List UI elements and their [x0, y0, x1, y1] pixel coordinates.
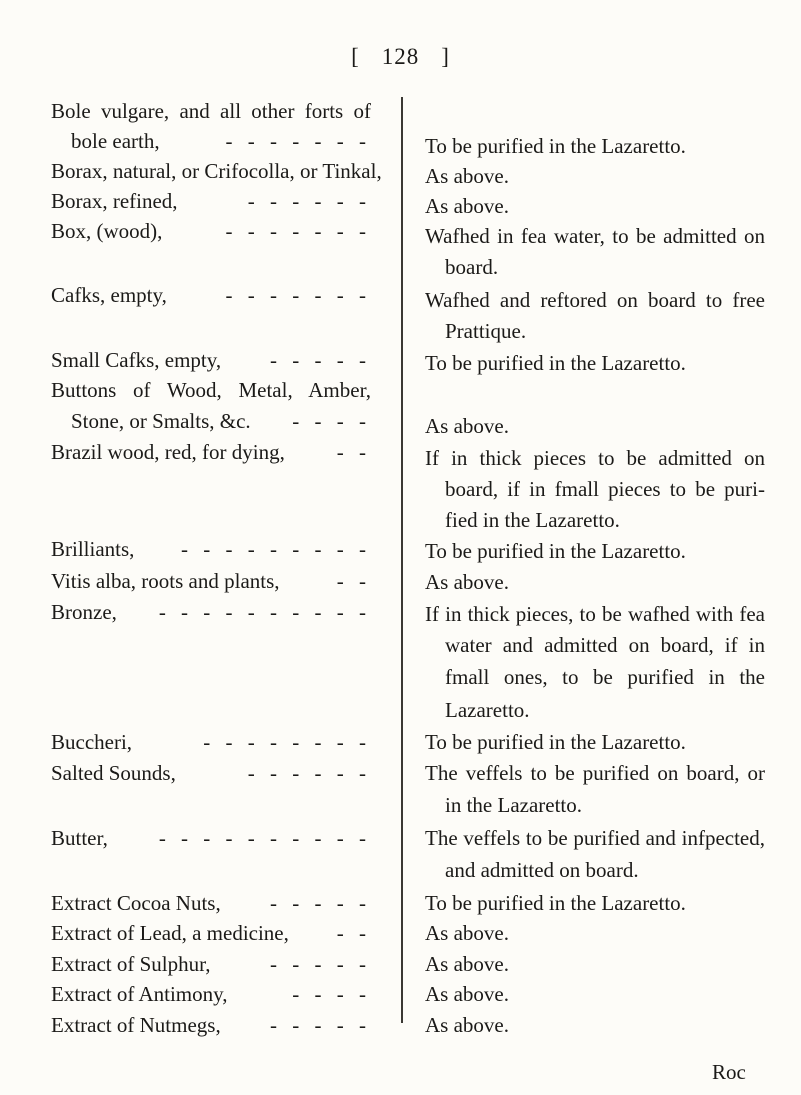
- dot-leader: - - - - -: [270, 1013, 371, 1037]
- item-line: [51, 979, 371, 1009]
- item-name: Cafks, empty,: [51, 283, 167, 307]
- close-bracket: ]: [441, 44, 450, 69]
- treatment-line: board.: [445, 255, 499, 279]
- treatment-line: To be purified in the Lazaretto.: [425, 730, 686, 754]
- item-name: Vitis alba, roots and plants,: [51, 569, 280, 593]
- item-line: [51, 437, 371, 467]
- item-line: Borax, natural, or Crifocolla, or Tinkal,: [51, 159, 382, 183]
- treatment-line: To be purified in the Lazaretto.: [425, 134, 686, 158]
- dot-leader: - - - - -: [270, 952, 371, 976]
- item-line: [51, 345, 371, 375]
- item-line: [51, 727, 371, 757]
- catchword: Roc: [712, 1060, 746, 1084]
- treatment-line: The veffels to be purified on board, or: [425, 761, 765, 785]
- treatment-line: If in thick pieces, to be wafhed with fea: [425, 602, 765, 626]
- treatment-line: As above.: [425, 414, 509, 438]
- treatment-line: fied in the Lazaretto.: [445, 508, 620, 532]
- item-line: Bole vulgare, and all other forts of: [51, 99, 371, 123]
- treatment-line: Prattique.: [445, 319, 527, 343]
- dot-leader: - -: [336, 440, 371, 464]
- item-name: Extract Cocoa Nuts,: [51, 891, 221, 915]
- treatment-line: As above.: [425, 982, 509, 1006]
- item-line: [51, 216, 371, 246]
- item-line: [51, 406, 371, 436]
- dot-leader: - - - -: [292, 409, 371, 433]
- item-line: [51, 1010, 371, 1040]
- page-number: 128: [381, 44, 420, 69]
- treatment-line: To be purified in the Lazaretto.: [425, 351, 686, 375]
- treatment-line: As above.: [425, 1013, 509, 1037]
- item-line: [51, 823, 371, 853]
- treatment-line: To be purified in the Lazaretto.: [425, 539, 686, 563]
- dot-leader: - - - - - - -: [225, 283, 371, 307]
- dot-leader: - - - - - - - -: [203, 730, 371, 754]
- dot-leader: - - - - - - - - - -: [158, 600, 371, 624]
- dot-leader: - - - - - - - - - -: [158, 826, 371, 850]
- dot-leader: - -: [336, 569, 371, 593]
- treatment-line: Wafhed and reftored on board to free: [425, 288, 765, 312]
- treatment-line: fmall ones, to be purified in the: [445, 665, 765, 689]
- treatment-line: Wafhed in fea water, to be admitted on: [425, 224, 765, 248]
- treatment-line: and admitted on board.: [445, 858, 639, 882]
- treatment-line: As above.: [425, 194, 509, 218]
- item-name: Extract of Lead, a medicine,: [51, 921, 289, 945]
- item-name: Borax, refined,: [51, 189, 178, 213]
- treatment-line: As above.: [425, 164, 509, 188]
- column-divider: [401, 97, 403, 1023]
- item-line: [51, 186, 371, 216]
- item-name: Small Cafks, empty,: [51, 348, 222, 372]
- treatment-line: To be purified in the Lazaretto.: [425, 891, 686, 915]
- item-line: [51, 534, 371, 564]
- item-line: [51, 918, 371, 948]
- open-bracket: [: [351, 44, 360, 69]
- item-name: Salted Sounds,: [51, 761, 176, 785]
- dot-leader: - - - - -: [270, 348, 371, 372]
- item-name: Extract of Nutmegs,: [51, 1013, 221, 1037]
- treatment-line: The veffels to be purified and infpected,: [425, 826, 765, 850]
- treatment-line: in the Lazaretto.: [445, 793, 583, 817]
- item-name: Butter,: [51, 826, 108, 850]
- item-name: Box, (wood),: [51, 219, 163, 243]
- item-line: [51, 888, 371, 918]
- item-name: Buccheri,: [51, 730, 133, 754]
- treatment-line: As above.: [425, 570, 509, 594]
- treatment-line: board, if in fmall pieces to be puri-: [445, 477, 765, 501]
- dot-leader: - - - - - - -: [225, 129, 371, 153]
- treatment-line: Lazaretto.: [445, 698, 530, 722]
- treatment-line: As above.: [425, 921, 509, 945]
- item-line: [51, 758, 371, 788]
- item-name: Brilliants,: [51, 537, 135, 561]
- dot-leader: - - - - - -: [247, 189, 371, 213]
- item-line: [51, 949, 371, 979]
- item-name: Extract of Antimony,: [51, 982, 228, 1006]
- treatment-line: If in thick pieces to be admitted on: [425, 446, 765, 470]
- item-line: [51, 566, 371, 596]
- item-line: [51, 280, 371, 310]
- item-name: bole earth,: [71, 129, 160, 153]
- dot-leader: - - - -: [292, 982, 371, 1006]
- dot-leader: - -: [336, 921, 371, 945]
- item-line: Buttons of Wood, Metal, Amber,: [51, 378, 371, 402]
- item-name: Extract of Sulphur,: [51, 952, 211, 976]
- item-line: [51, 597, 371, 627]
- item-name: Brazil wood, red, for dying,: [51, 440, 285, 464]
- dot-leader: - - - - - - -: [225, 219, 371, 243]
- page-header: [0, 44, 801, 70]
- item-line: [51, 126, 371, 156]
- item-name: Bronze,: [51, 600, 117, 624]
- treatment-line: water and admitted on board, if in: [445, 633, 765, 657]
- dot-leader: - - - - - - - - -: [181, 537, 371, 561]
- treatment-line: As above.: [425, 952, 509, 976]
- dot-leader: - - - - - -: [247, 761, 371, 785]
- dot-leader: - - - - -: [270, 891, 371, 915]
- item-name: Stone, or Smalts, &c.: [71, 409, 251, 433]
